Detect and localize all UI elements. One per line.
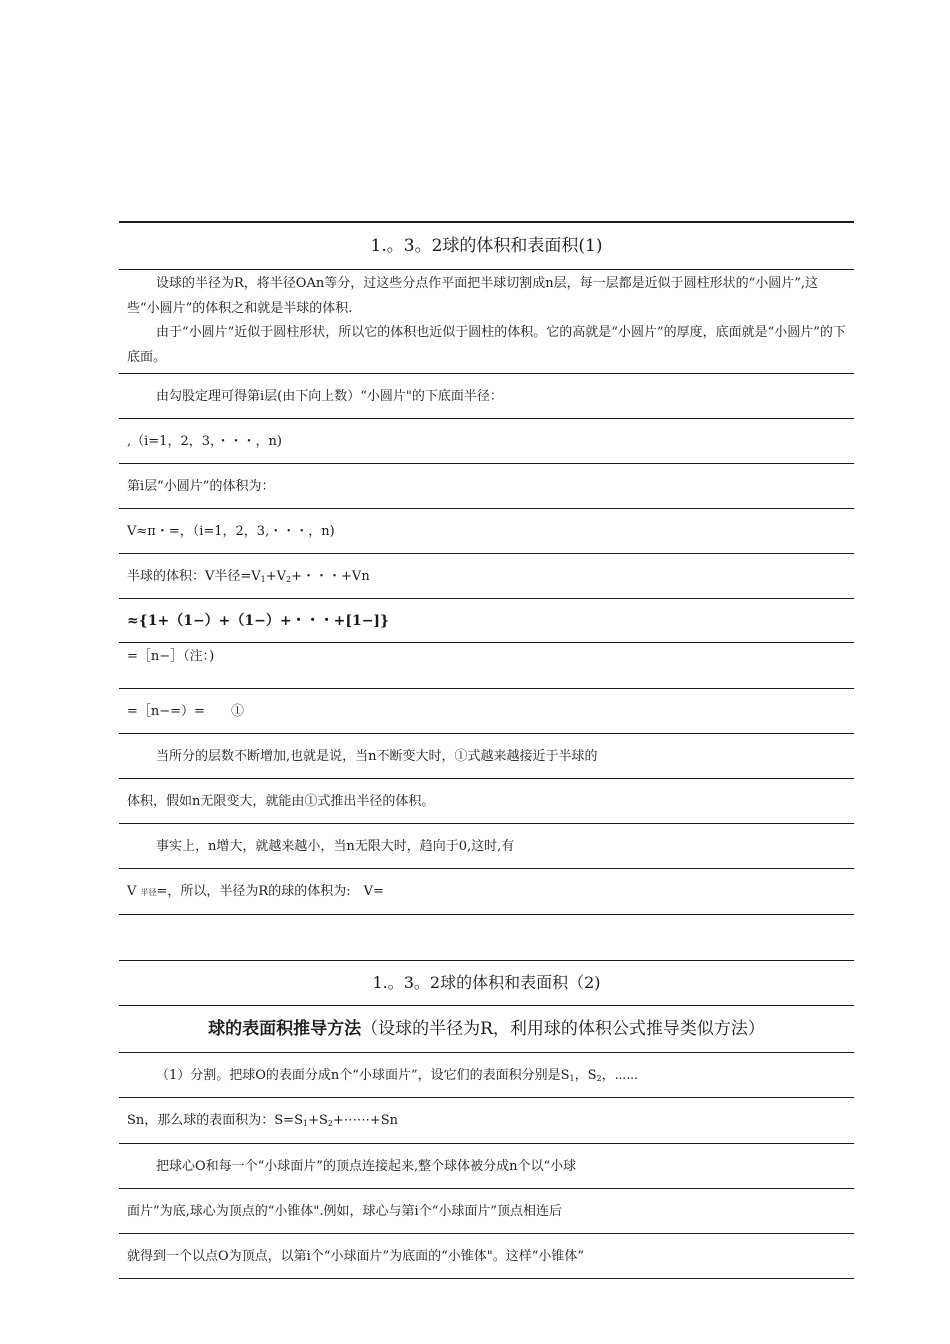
half-volume-sub1: 1 bbox=[260, 575, 266, 584]
i-range-row: ,（i=1，2，3，・・・，n) bbox=[119, 419, 854, 464]
surface-sum-row bbox=[119, 1098, 854, 1144]
v-approx-row: V≈π・=，（i=1，2，3,・・・，n) bbox=[119, 509, 854, 554]
paragraph-2: 由于“小圆片”近似于圆柱形状，所以它的体积也近似于圆柱的体积。它的高就是“小圆片”的厚度，底面就是“小圆片”的下底面。 bbox=[127, 325, 846, 365]
intro-paragraphs bbox=[119, 270, 854, 374]
split-mid: ，S bbox=[574, 1068, 597, 1083]
section1-title: 1.。3。2球的体积和表面积(1) bbox=[119, 223, 854, 270]
connect-row-2: 面片”为底,球心为顶点的“小锥体".例如，球心与第i个“小球面片”顶点相连后 bbox=[119, 1189, 854, 1234]
surface-mid: +S bbox=[308, 1113, 328, 1128]
section-gap bbox=[119, 915, 854, 961]
final-v-subscript: 半径 bbox=[140, 888, 157, 897]
split-suffix: ，⋯⋯ bbox=[601, 1068, 638, 1083]
surface-suffix: +⋯⋯+Sn bbox=[332, 1113, 399, 1128]
limit-row-2: 体积，假如n无限变大，就能由①式推出半径的体积。 bbox=[119, 779, 854, 824]
radius-row: 由勾股定理可得第i层(由下向上数）“小圆片"的下底面半径： bbox=[119, 374, 854, 419]
surface-heading-rest: （设球的半径为R，利用球的体积公式推导类似方法） bbox=[361, 1019, 765, 1039]
half-volume-sub2: 2 bbox=[286, 575, 292, 584]
final-v-rest: =，所以，半径为R的球的体积为: V= bbox=[156, 884, 384, 899]
surface-heading-bold: 球的表面积推导方法 bbox=[208, 1019, 362, 1039]
split-prefix: （1）分割。把球O的表面分成n个“小球面片”，设它们的表面积分别是S bbox=[156, 1068, 570, 1083]
sum-row: ≈{1+（1−）+（1−）+・・・+[1−]} bbox=[119, 599, 854, 643]
split-sub1: 1 bbox=[569, 1074, 575, 1083]
half-volume-row bbox=[119, 554, 854, 599]
limit-row-1: 当所分的层数不断增加,也就是说，当n不断变大时，①式越来越接近于半球的 bbox=[119, 734, 854, 779]
surface-prefix: Sn，那么球的表面积为：S=S bbox=[127, 1113, 303, 1128]
eq2-row: =［n−=）= ① bbox=[119, 689, 854, 734]
final-v: V bbox=[127, 884, 137, 899]
half-volume-mid: +V bbox=[265, 569, 287, 584]
split-sub2: 2 bbox=[596, 1074, 602, 1083]
split-row bbox=[119, 1053, 854, 1098]
paragraph-1: 设球的半径为R，将半径OAn等分，过这些分点作平面把半球切割成n层，每一层都是近似于圆柱形状的“小圆片”,这些“小圆片”的体积之和就是半球的体积. bbox=[127, 276, 819, 316]
document-page bbox=[119, 221, 854, 1279]
connect-row-1: 把球心O和每一个“小球面片”的顶点连接起来,整个球体被分成n个以“小球 bbox=[119, 1144, 854, 1189]
fact-row: 事实上，n增大，就越来越小，当n无限大时，趋向于0,这时,有 bbox=[119, 824, 854, 869]
surface-sub1: 1 bbox=[302, 1119, 309, 1128]
half-volume-prefix: 半球的体积：V半径=V bbox=[127, 569, 261, 584]
section2-title: 1.。3。2球的体积和表面积（2) bbox=[119, 961, 854, 1006]
layer-volume-row: 第i层“小圆片”的体积为： bbox=[119, 464, 854, 509]
surface-sub2: 2 bbox=[327, 1119, 333, 1128]
half-volume-suffix: +・・・+Vn bbox=[291, 569, 370, 584]
connect-row-3: 就得到一个以点O为顶点，以第i个“小球面片”为底面的“小锥体"。这样“小锥体” bbox=[119, 1234, 854, 1279]
eq1-row: =［n−］（注：) bbox=[119, 643, 854, 689]
surface-heading bbox=[119, 1006, 854, 1053]
final-volume-row bbox=[119, 869, 854, 915]
